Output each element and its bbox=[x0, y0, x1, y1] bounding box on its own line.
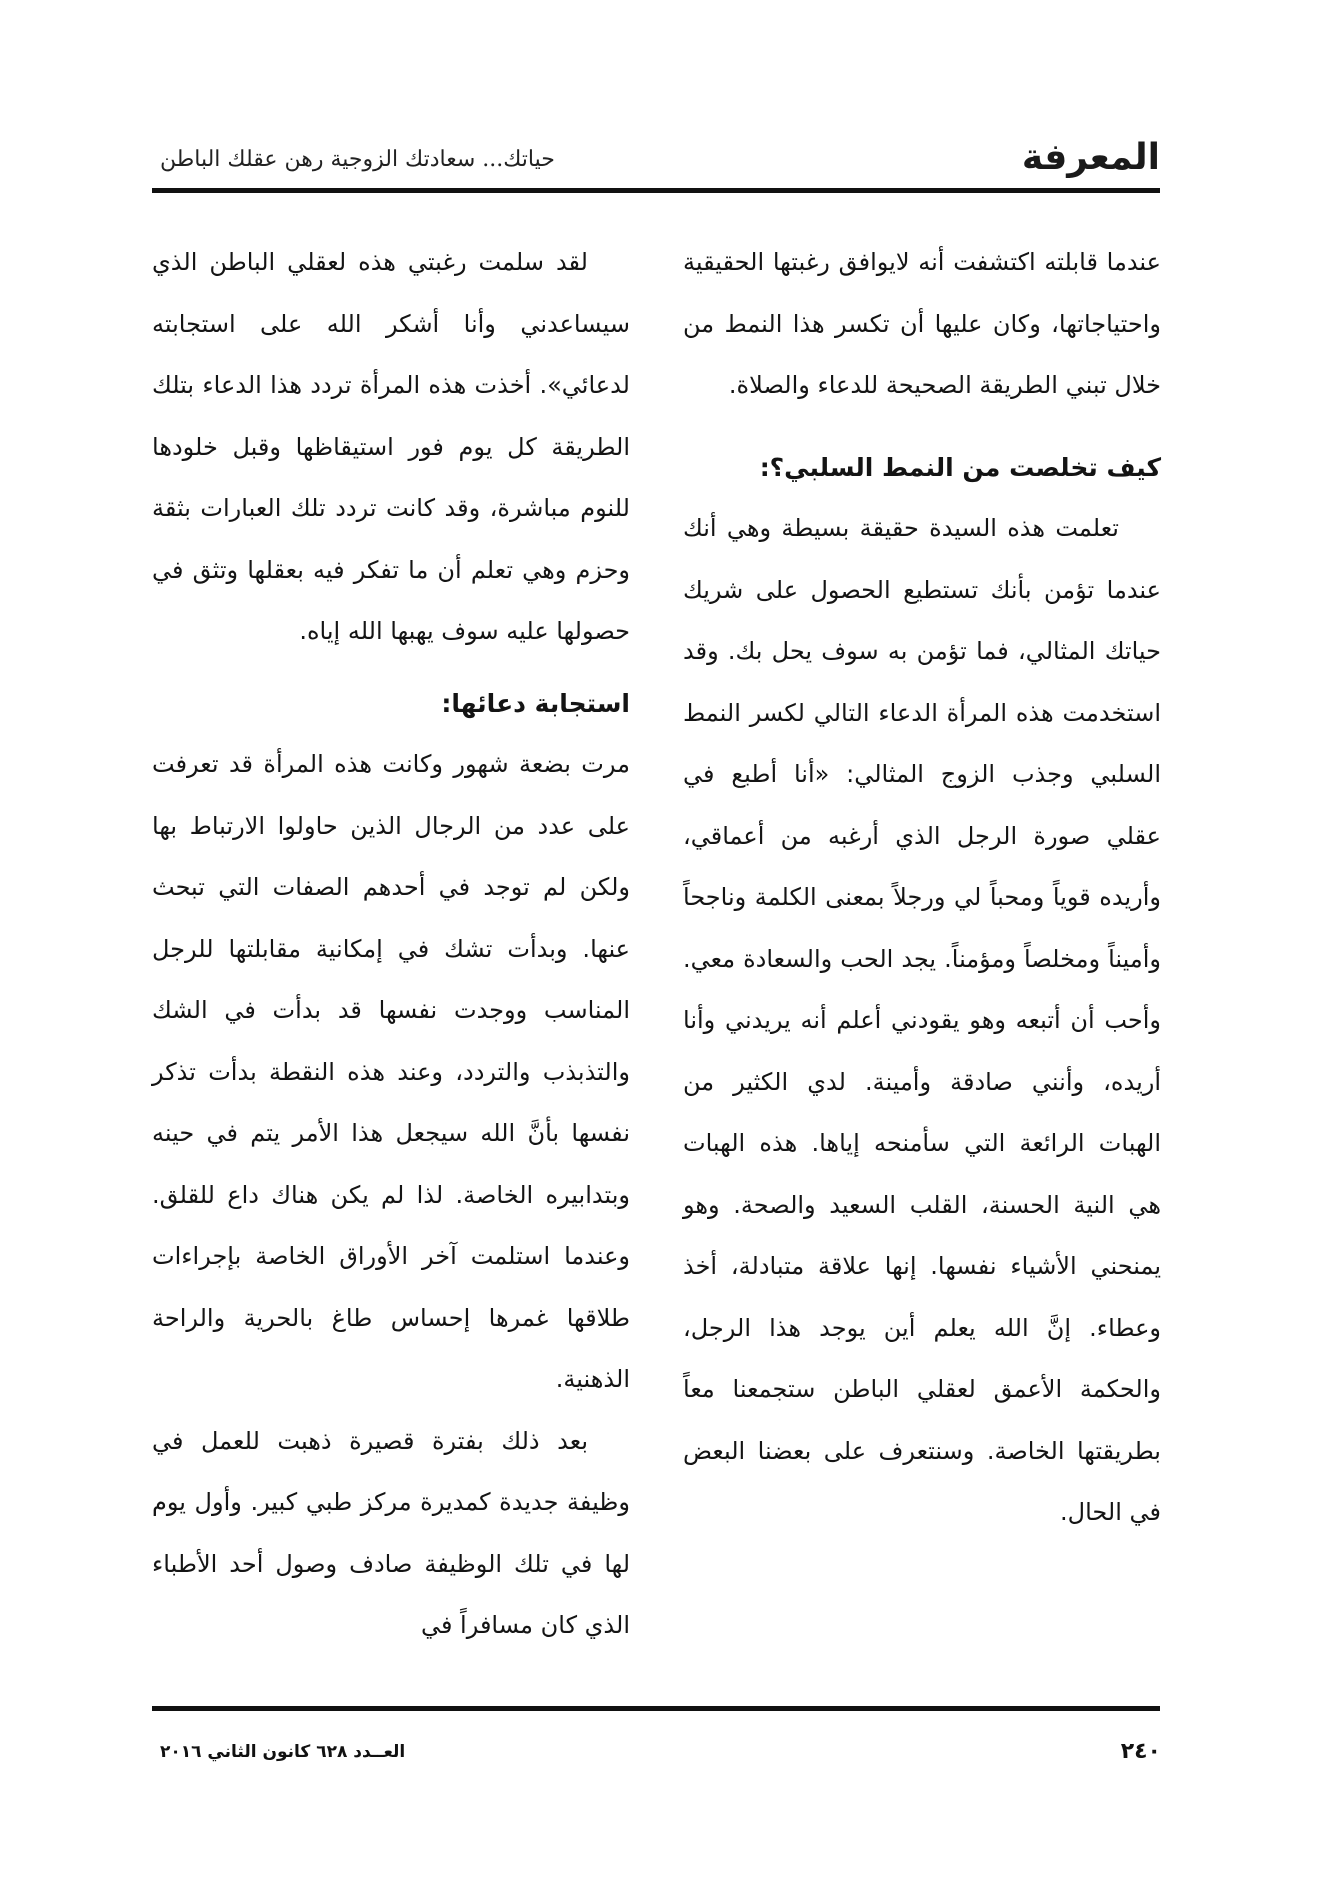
paragraph: عندما قابلته اكتشفت أنه لايوافق رغبتها الحقيقية واحتياجاتها، وكان عليها أن تكسر هذا النمط من خلال تبني الطريقة الصحيحة للدعاء والصلاة. bbox=[683, 248, 1161, 399]
page-header bbox=[152, 128, 1160, 193]
paragraph: لقد سلمت رغبتي هذه لعقلي الباطن الذي سيساعدني وأنا أشكر الله على استجابته لدعائي». أخذت هذه المرأة تردد هذا الدعاء بتلك الطريقة كل يوم فور استيقاظها وقبل خلودها للنوم مباشرة، وقد كانت تردد تلك العبارات بثقة وحزم وهي تعلم أن ما تفكر فيه بعقلها وتثق في حصولها عليه سوف يهبها الله إياه. bbox=[152, 248, 630, 645]
page-number: ٢٤٠ bbox=[1120, 1739, 1161, 1764]
paragraph: تعلمت هذه السيدة حقيقة بسيطة وهي أنك عندما تؤمن بأنك تستطيع الحصول على شريك حياتك المثالي، فما تؤمن به سوف يحل بك. وقد استخدمت هذه المرأة الدعاء التالي لكسر النمط السلبي وجذب الزوج المثالي: «أنا أطبع في عقلي صورة الرجل الذي أرغبه من أعماقي، وأريده قوياً ومحباً لي ورجلاً بمعنى الكلمة وناجحاً وأميناً ومخلصاً ومؤمناً. يجد الحب والسعادة معي. وأحب أن أتبعه وهو يقودني أعلم أنه يريدني وأنا أريده، وأنني صادقة وأمينة. لدي الكثير من الهبات الرائعة التي سأمنحه إياها. هذه الهبات هي النية الحسنة، القلب السعيد والصحة. وهو يمنحني الأشياء نفسها. إنها علاقة متبادلة، أخذ وعطاء. إنَّ الله يعلم أين يوجد هذا الرجل، والحكمة الأعمق لعقلي الباطن ستجمعنا معاً بطريقتها الخاصة. وسنتعرف على بعضنا البعض في الحال. bbox=[683, 514, 1161, 1526]
section-heading: كيف تخلصت من النمط السلبي؟: bbox=[759, 452, 1161, 482]
issue-info: العــدد ٦٢٨ كانون الثاني ٢٠١٦ bbox=[160, 1742, 406, 1762]
right-column bbox=[683, 232, 1161, 1544]
paragraph: مرت بضعة شهور وكانت هذه المرأة قد تعرفت على عدد من الرجال الذين حاولوا الارتباط بها ولكن لم توجد في أحدهم الصفات التي تبحث عنها. وبدأت تشك في إمكانية مقابلتها للرجل المناسب ووجدت نفسها قد بدأت في الشك والتذبذب والتردد، وعند هذه النقطة بدأت تذكر نفسها بأنَّ الله سيجعل هذا الأمر يتم في حينه وبتدابيره الخاصة. لذا لم يكن هناك داع للقلق. وعندما استلمت آخر الأوراق الخاصة بإجراءات طلاقها غمرها إحساس طاغ بالحرية والراحة الذهنية. bbox=[152, 750, 630, 1393]
section-heading: استجابة دعائها: bbox=[441, 688, 630, 718]
magazine-logo: المعرفة bbox=[1021, 137, 1160, 178]
footer-divider bbox=[152, 1706, 1160, 1711]
paragraph: بعد ذلك بفترة قصيرة ذهبت للعمل في وظيفة جديدة كمديرة مركز طبي كبير. وأول يوم لها في تلك الوظيفة صادف وصول أحد الأطباء الذي كان مسافراً في bbox=[152, 1426, 630, 1639]
article-running-title: حياتك... سعادتك الزوجية رهن عقلك الباطن bbox=[160, 147, 555, 172]
left-column bbox=[152, 232, 630, 1657]
